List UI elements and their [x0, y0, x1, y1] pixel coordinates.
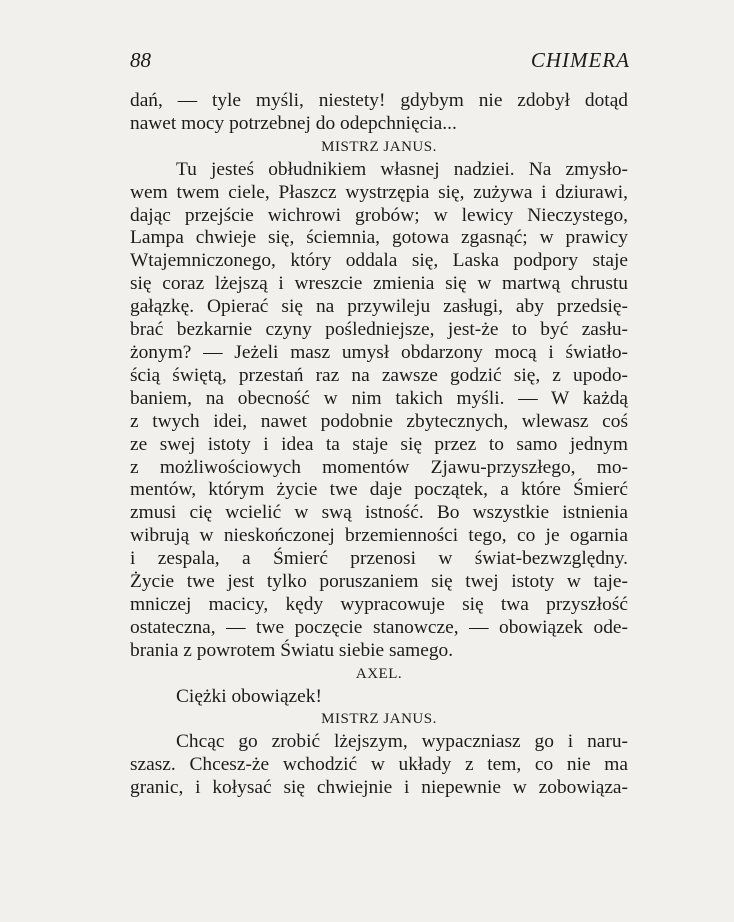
text-line: baniem, na obecność w nim takich myśli. — W każdą: [130, 387, 628, 409]
text-line: wibrują w nieskończonej brzemienności tego, co je ogarnia: [130, 525, 628, 547]
text-line: brania z powrotem Światu siebie samego.: [130, 639, 454, 661]
text-line: gałązkę. Opierać się na przywileju zasługi, aby przedsię-: [130, 296, 628, 318]
text-line: zmusi cię wcielić w swą istność. Bo wszystkie istnienia: [130, 502, 628, 524]
text-line: z twych idei, nawet podobnie zbytecznych, wlewasz coś: [130, 410, 628, 432]
text-line: Chcąc go zrobić lżejszym, wypaczniasz go i naru-: [176, 731, 628, 753]
text-line: dań, — tyle myśli, niestety! gdybym nie zdobył dotąd: [130, 90, 628, 111]
journal-title: CHIMERA: [530, 48, 630, 72]
text-line: Życie twe jest tylko poruszaniem się twej istoty w taje-: [130, 571, 628, 593]
text-line: wem twem ciele, Płaszcz wystrzępia się, zużywa i dziurawi,: [130, 181, 628, 203]
text-line: ścią świętą, przestań raz na zawsze godzić się, z upodo-: [130, 364, 628, 386]
text-line: żonym? — Jeżeli masz umysł obdarzony mocą i światło-: [130, 341, 628, 363]
text-line: i zespala, a Śmierć przenosi w świat-bezwzględny.: [130, 548, 628, 570]
text-line: nawet mocy potrzebnej do odepchnięcia...: [130, 112, 457, 134]
page-text: [130, 90, 628, 800]
text-line: szasz. Chcesz-że wchodzić w układy z tem, co nie ma: [130, 754, 628, 776]
text-line: mentów, którym życie twe daje początek, a które Śmierć: [130, 479, 628, 501]
speaker-heading: AXEL.: [355, 665, 403, 682]
text-line: z możliwościowych momentów Zjawu-przyszłego, mo-: [130, 456, 628, 478]
text-line: granic, i kołysać się chwiejnie i niepewnie w zobowiąza-: [130, 777, 628, 799]
speaker-heading: MISTRZ JANUS.: [321, 138, 437, 155]
text-line: Wtajemniczonego, który oddala się, Laska podpory staje: [130, 250, 628, 272]
text-line: brać bezkarnie czyny pośledniejsze, jest-że to być zasłu-: [130, 319, 628, 341]
text-line: dając przejście wichrowi grobów; w lewicy Nieczystego,: [130, 204, 628, 226]
text-line: mniczej macicy, kędy wypracowuje się twa przyszłość: [130, 593, 628, 615]
text-line: Ciężki obowiązek!: [176, 685, 322, 707]
text-line: się coraz lżejszą i wreszcie zmienia się w martwą chrustu: [130, 273, 628, 295]
page-number: 88: [130, 48, 151, 72]
text-line: Tu jesteś obłudnikiem własnej nadziei. Na zmysło-: [176, 158, 628, 180]
text-line: ostateczna, — twe poczęcie stanowcze, — obowiązek ode-: [130, 616, 628, 638]
text-line: Lampa chwieje się, ściemnia, gotowa zgasnąć; w prawicy: [130, 227, 628, 249]
text-line: ze swej istoty i idea ta staje się przez to samo jednym: [130, 433, 628, 455]
speaker-heading: MISTRZ JANUS.: [321, 711, 437, 728]
